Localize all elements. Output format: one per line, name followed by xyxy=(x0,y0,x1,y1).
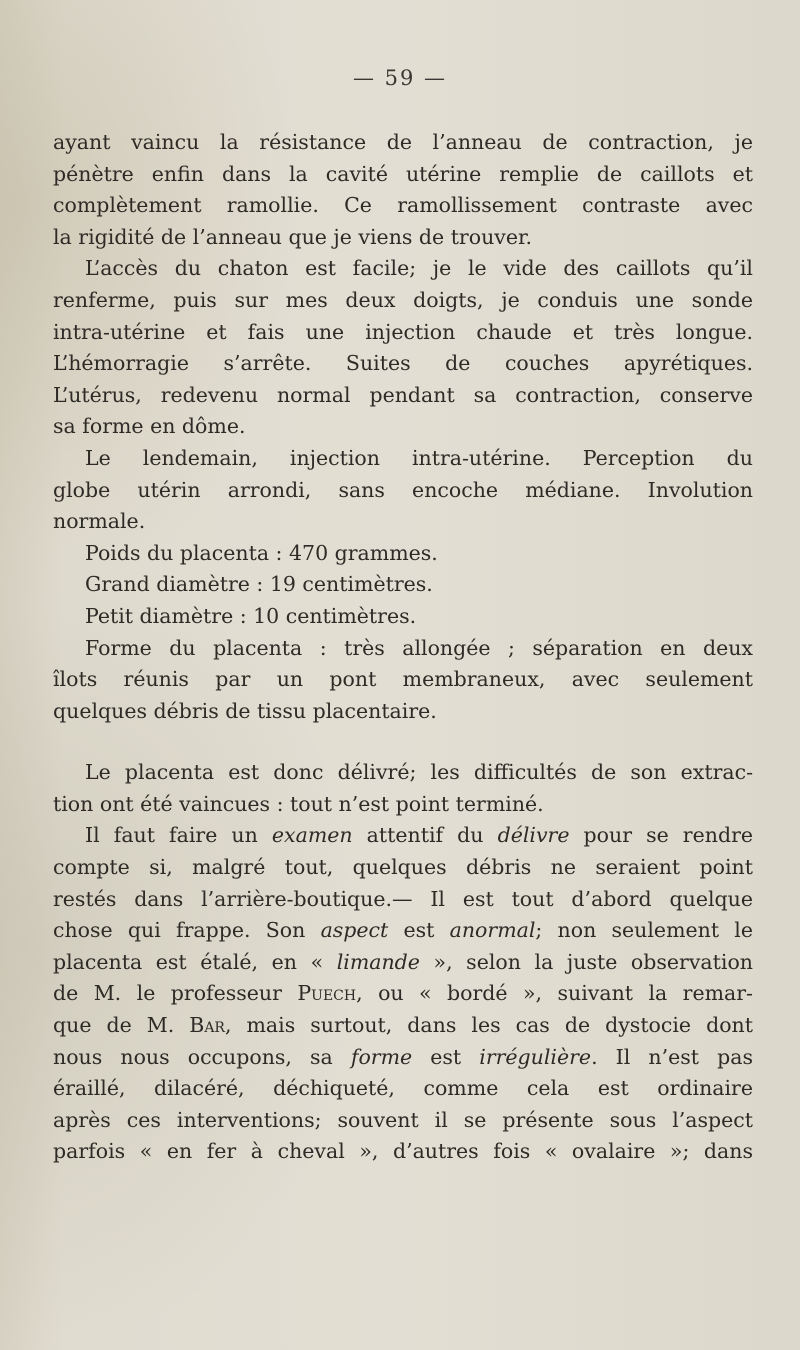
text-line xyxy=(53,978,753,1010)
text-run: est xyxy=(388,918,450,943)
text-line: quelques débris de tissu placentaire. xyxy=(53,698,437,723)
text-run: chose qui frappe. Son xyxy=(53,918,321,943)
italic-run: examen xyxy=(271,823,353,848)
text-line: Le lendemain, injection intra-utérine. Perception du xyxy=(85,445,753,470)
text-line: normale. xyxy=(53,509,146,534)
paragraph-2 xyxy=(53,253,753,443)
text-line: Grand diamètre : 19 centimètres. xyxy=(85,572,433,597)
text-run: de M. le professeur xyxy=(53,981,298,1006)
text-line: complètement ramollie. Ce ramollissement contraste avec xyxy=(53,193,753,218)
paragraph-1 xyxy=(53,127,753,253)
text-run: , ou « bordé », suivant la remar- xyxy=(356,981,753,1006)
page-number: — 59 — xyxy=(352,66,448,90)
text-line: Petit diamètre : 10 centimètres. xyxy=(85,603,417,628)
text-line: tion ont été vaincues : tout n’est point terminé. xyxy=(53,791,544,816)
paragraph-examination xyxy=(53,820,753,1168)
text-line: L’accès du chaton est facile; je le vide des caillots qu’il xyxy=(85,256,753,281)
italic-run: limande xyxy=(336,949,420,974)
text-line: L’hémorragie s’arrête. Suites de couches apyrétiques. xyxy=(53,351,753,376)
placenta-small-diameter xyxy=(53,601,753,633)
paragraph-placenta-form xyxy=(53,633,753,728)
body-text xyxy=(53,127,753,1168)
text-line: globe utérin arrondi, sans encoche médiane. Involution xyxy=(53,477,753,502)
text-line: après ces interventions; souvent il se présente sous l’aspect xyxy=(53,1107,753,1132)
text-run: ; non seulement le xyxy=(535,918,753,943)
text-line: restés dans l’arrière-boutique.— Il est tout d’abord quelque xyxy=(53,886,753,911)
text-line: éraillé, dilacéré, déchiqueté, comme cela est ordinaire xyxy=(53,1076,753,1101)
text-line: la rigidité de l’anneau que je viens de trouver. xyxy=(53,224,533,249)
text-run: attentif du xyxy=(352,823,498,848)
text-line: parfois « en fer à cheval », d’autres fois « ovalaire »; dans xyxy=(53,1139,753,1164)
italic-run: irrégulière xyxy=(479,1044,592,1069)
text-line: Le placenta est donc délivré; les difficultés de son extrac- xyxy=(85,760,753,785)
text-line: L’utérus, redevenu normal pendant sa contraction, conserve xyxy=(53,382,753,407)
italic-run: anormal xyxy=(449,918,536,943)
paragraph-delivery xyxy=(53,757,753,820)
placenta-large-diameter xyxy=(53,569,753,601)
text-line: sa forme en dôme. xyxy=(53,414,246,439)
italic-run: délivre xyxy=(497,823,570,848)
text-run: que de M. xyxy=(53,1013,190,1038)
text-line: Poids du placenta : 470 grammes. xyxy=(85,540,438,565)
text-line: pénètre enfin dans la cavité utérine remplie de caillots et xyxy=(53,161,753,186)
text-run: Il faut faire un xyxy=(85,823,272,848)
text-line: compte si, malgré tout, quelques débris ne seraient point xyxy=(53,855,753,880)
text-run: . Il n’est pas xyxy=(591,1044,753,1069)
text-line xyxy=(53,915,753,947)
placenta-weight xyxy=(53,538,753,570)
italic-run: aspect xyxy=(320,918,389,943)
italic-run: forme xyxy=(350,1044,413,1069)
small-caps-run: Bar xyxy=(189,1013,225,1038)
text-line: îlots réunis par un pont membraneux, avec seulement xyxy=(53,667,753,692)
text-run: nous nous occupons, sa xyxy=(53,1044,351,1069)
text-line xyxy=(53,1010,753,1042)
paragraph-spacer xyxy=(53,727,753,757)
text-run: », selon la juste observation xyxy=(419,949,753,974)
text-run: , mais surtout, dans les cas de dystocie dont xyxy=(224,1013,753,1038)
text-run: pour se rendre xyxy=(569,823,753,848)
text-line: ayant vaincu la résistance de l’anneau de contraction, je xyxy=(53,130,753,154)
text-line: renferme, puis sur mes deux doigts, je conduis une sonde xyxy=(53,287,753,312)
paragraph-3 xyxy=(53,443,753,538)
text-run: placenta est étalé, en « xyxy=(53,949,337,974)
text-run: est xyxy=(412,1044,480,1069)
text-line xyxy=(53,820,753,852)
text-line xyxy=(53,947,753,979)
small-caps-run: Puech xyxy=(297,981,357,1006)
text-line: intra-utérine et fais une injection chaude et très longue. xyxy=(53,319,753,344)
text-line: Forme du placenta : très allongée ; séparation en deux xyxy=(85,635,753,660)
text-line xyxy=(53,1042,753,1074)
